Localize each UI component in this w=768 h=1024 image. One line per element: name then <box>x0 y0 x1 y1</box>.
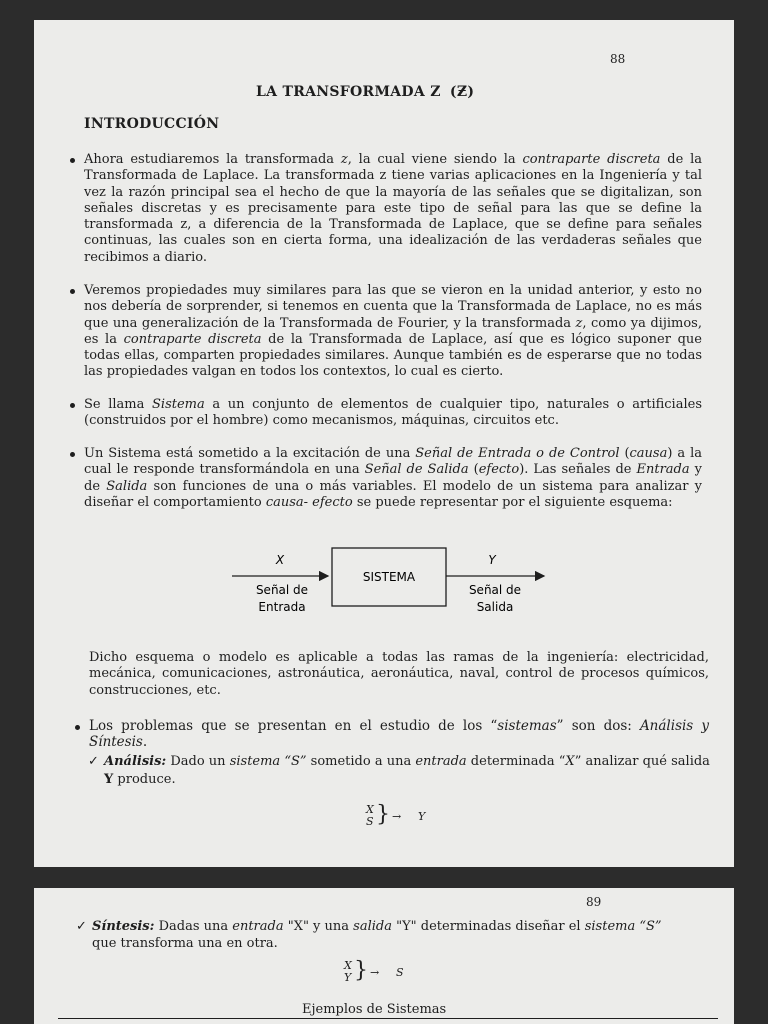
input-symbol: X <box>275 553 285 567</box>
examples-title: Ejemplos de Sistemas <box>302 1002 447 1017</box>
list-item <box>84 446 702 511</box>
analysis-formula <box>366 804 446 834</box>
section-heading: INTRODUCCIÓN <box>84 116 220 132</box>
page-88 <box>34 20 734 867</box>
system-diagram <box>224 544 554 624</box>
list-item <box>89 718 709 751</box>
page-89 <box>34 888 734 1024</box>
paragraph: Ahora estudiaremos la transformada z, la cual viene siendo la contraparte discreta de la Transformada de Laplace. La transformada z tiene varias aplicaciones en la Ingeniería y tal vez la razón principal sea el hecho de que la mayoría de las señales que se digitalizan, son señales discretas y es precisamente para este tipo de señal para las que se define la transformada z, a diferencia de la Transformada de Laplace, que se define para señales continuas, las cuales son en cierta forma, una idealización de las verdaderas señales que recibimos a diario. <box>84 152 702 265</box>
brace-icon: } <box>354 958 368 983</box>
synthesis-label: Síntesis: <box>92 919 155 934</box>
formula-result: Y <box>418 810 426 823</box>
analysis-item: ✓ Análisis: Dado un sistema “S” sometido a una entrada determinada “X” analizar qué salida Y produce. <box>88 754 710 787</box>
title-text: LA TRANSFORMADA Z <box>256 84 441 100</box>
brace-icon: } <box>376 802 390 827</box>
checkmark-icon: ✓ <box>76 919 87 934</box>
input-label-line1: Señal de <box>255 583 309 597</box>
formula-top: X <box>344 959 352 972</box>
diagram-note: Dicho esquema o modelo es aplicable a todas las ramas de la ingeniería: electricidad, mecánica, comunicaciones, astronáutica, aeronáutica, naval, control de procesos químicos, construcciones, etc. <box>89 650 709 698</box>
list-item <box>84 283 702 381</box>
bullet-icon <box>70 158 75 163</box>
list-item <box>84 152 702 266</box>
list-item <box>84 397 702 430</box>
bullet-icon <box>70 452 75 457</box>
bullet-icon <box>70 289 75 294</box>
arrow-icon: → <box>392 810 402 823</box>
paragraph: Veremos propiedades muy similares para las que se vieron en la unidad anterior, y esto no nos debería de sorprender, si tenemos en cuenta que la Transformada de Laplace, no es más que una generalización de la Transformada de Fourier, y la transformada z, como ya dijimos, es la contraparte discreta de la Transformada de Laplace, así que es lógico suponer que todas ellas, comparten propiedades similares. Aunque también es de esperarse que no todas las propiedades valgan en todos los contextos, lo cual es cierto. <box>84 283 703 380</box>
title-symbol: (Ƶ) <box>449 84 475 100</box>
formula-bottom: S <box>366 815 374 828</box>
formula-top: X <box>366 803 374 816</box>
paragraph: Se llama Sistema a un conjunto de elementos de cualquier tipo, naturales o artificiales (construidos por el hombre) como mecanismos, máquinas, circuitos etc. <box>84 397 702 429</box>
input-label-line2: Entrada <box>258 600 306 614</box>
output-label-line1: Señal de <box>468 583 522 597</box>
page-number: 88 <box>610 52 626 66</box>
arrow-icon: → <box>370 966 380 979</box>
synthesis-formula <box>344 960 424 990</box>
bullet-icon <box>70 403 75 408</box>
bullet-icon <box>75 725 80 730</box>
output-label-line2: Salida <box>476 600 514 614</box>
checkmark-icon: ✓ <box>88 754 99 769</box>
formula-bottom: Y <box>344 971 352 984</box>
analysis-label: Análisis: <box>104 754 167 769</box>
page-title <box>256 84 474 100</box>
paragraph: Los problemas que se presentan en el estudio de los “sistemas” son dos: Análisis y Síntesis. <box>89 718 709 751</box>
synthesis-item: ✓ Síntesis: Dadas una entrada "X" y una salida "Y" determinadas diseñar el sistema “S” que transforma una en otra. <box>76 919 662 951</box>
output-symbol: Y <box>488 553 496 567</box>
paragraph: Un Sistema está sometido a la excitación de una Señal de Entrada o de Control (causa) a la cual le responde transformándola en una Señal de Salida (efecto). Las señales de Entrada y de Salida son funciones de una o más variables. El modelo de un sistema para analizar y diseñar el comportamiento causa- efecto se puede representar por el siguiente esquema: <box>84 446 703 510</box>
page-number: 89 <box>586 895 602 909</box>
system-label: SISTEMA <box>362 570 416 584</box>
table-top-border <box>58 1018 718 1019</box>
formula-result: S <box>396 966 404 979</box>
